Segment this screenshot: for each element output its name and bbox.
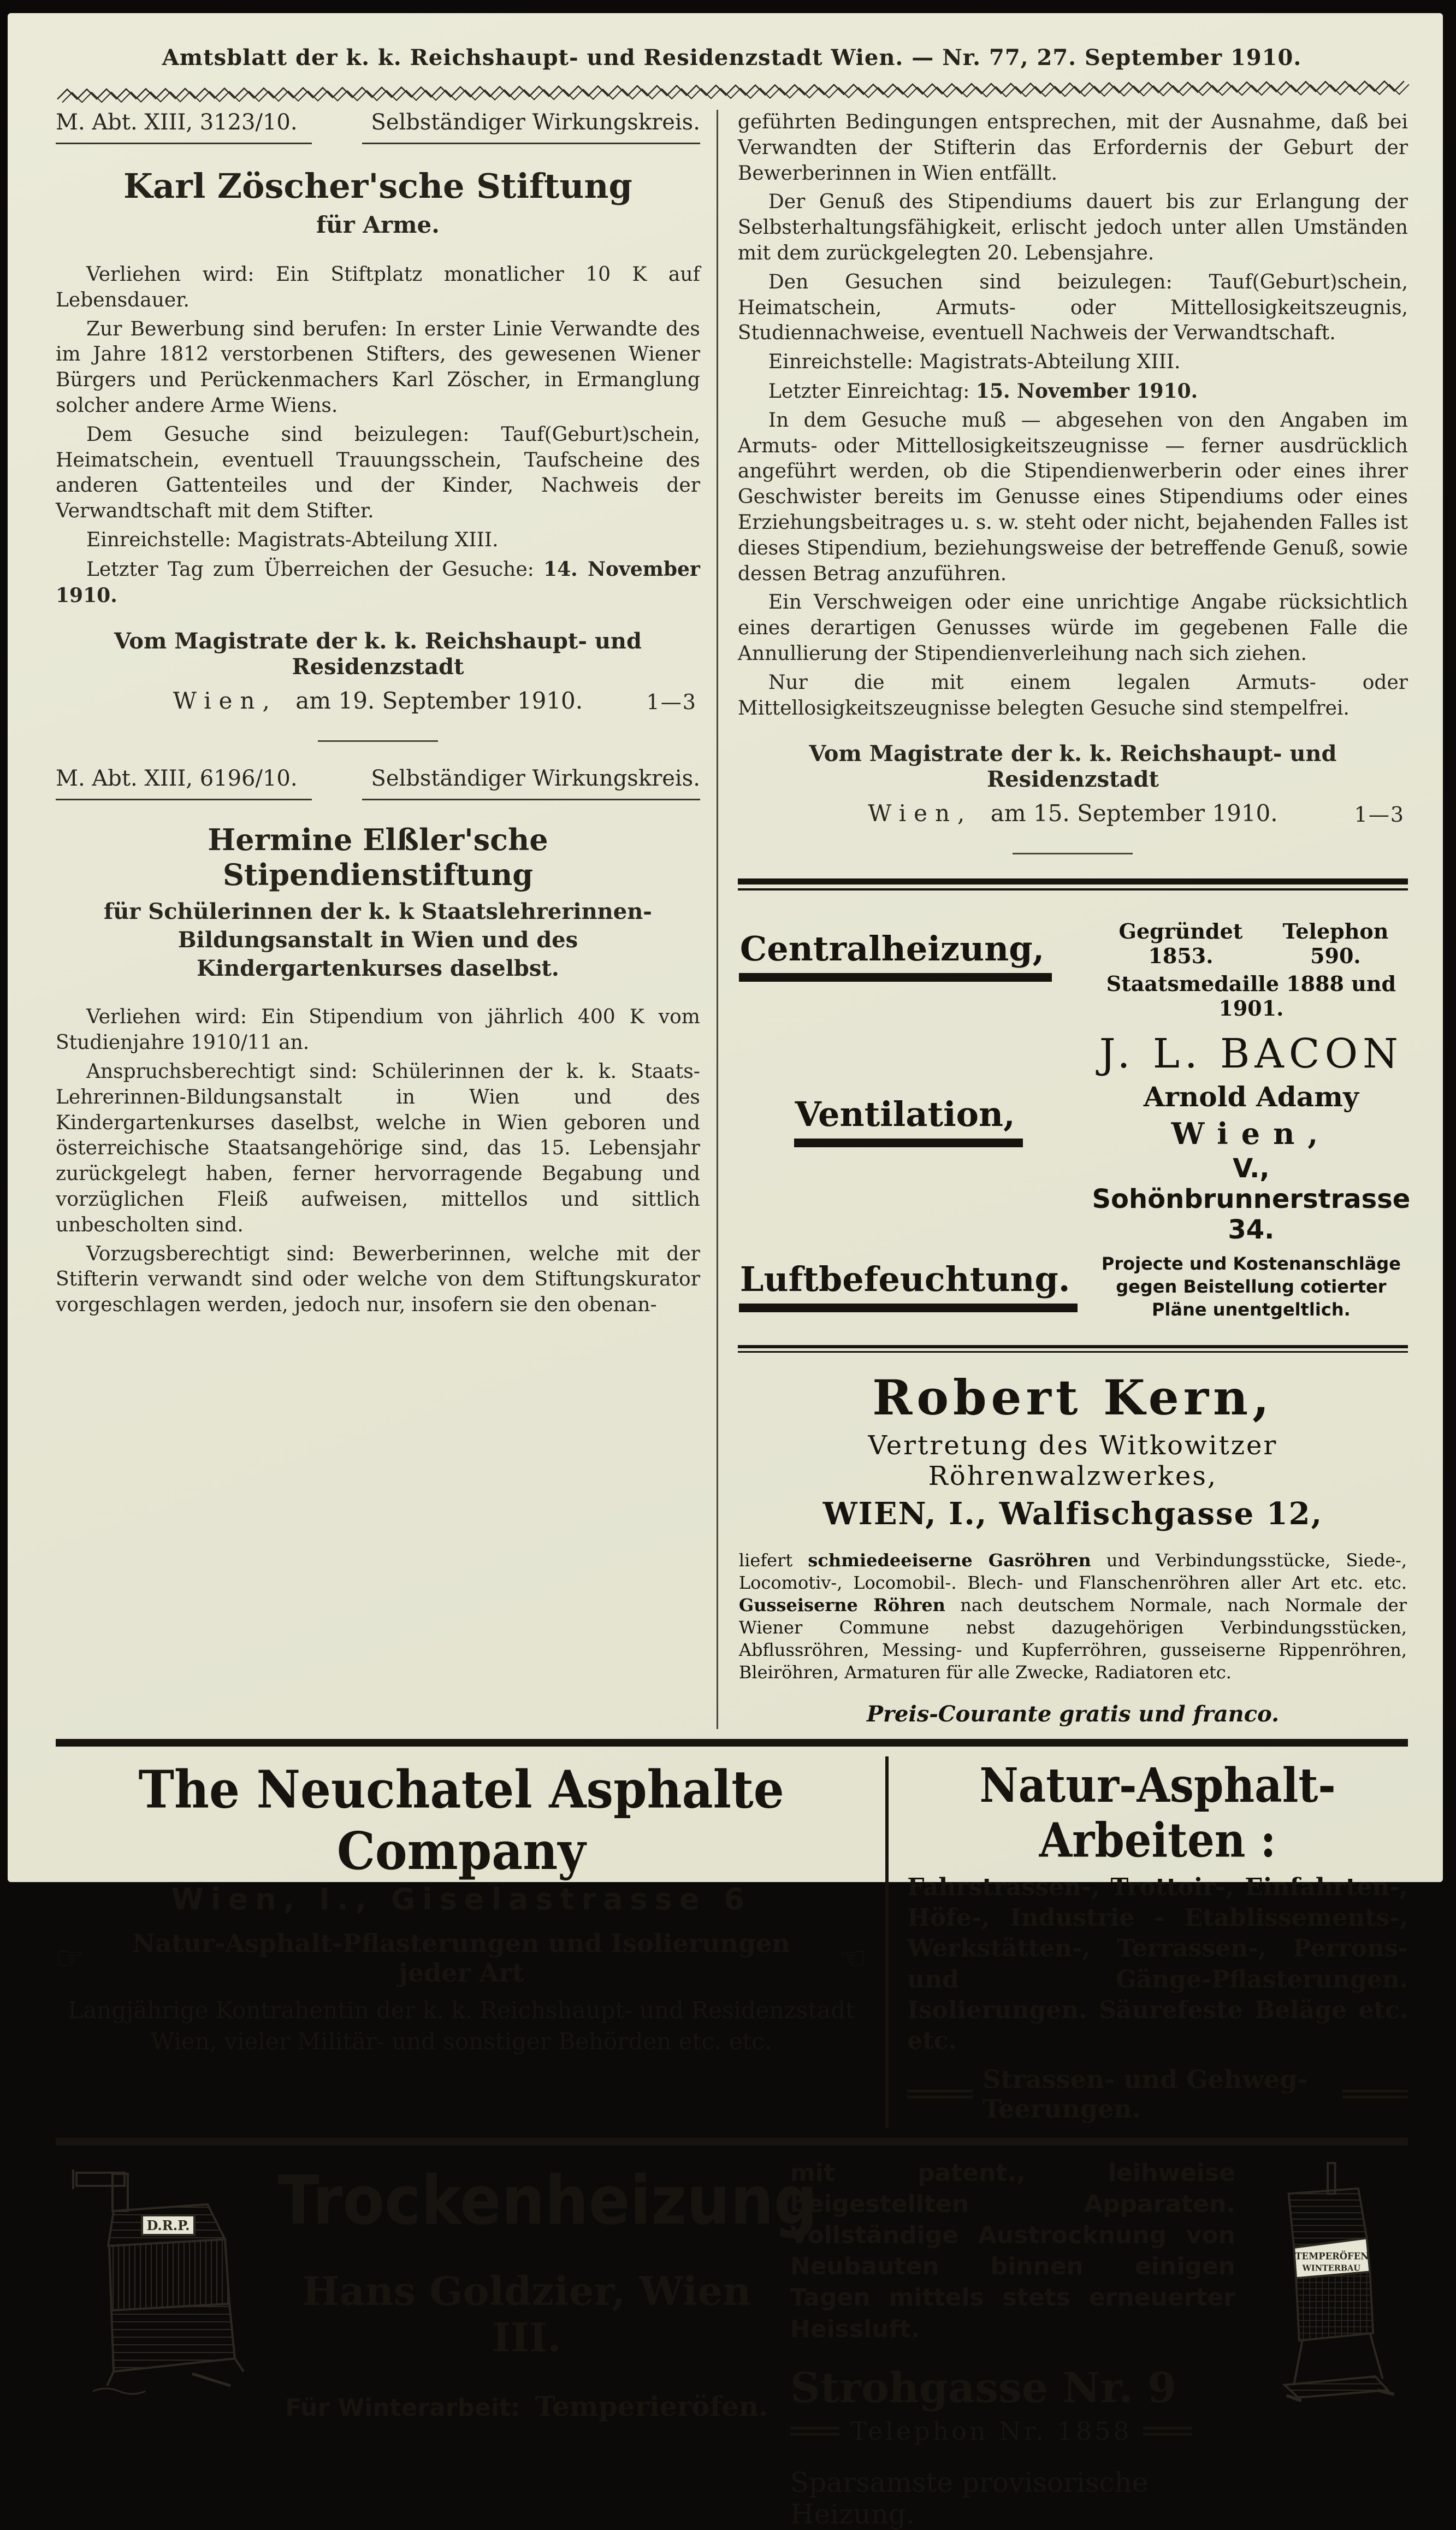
proprietor-name: Hans Goldzier, Wien III. xyxy=(302,2267,751,2361)
signature-city: Wien, xyxy=(868,800,973,827)
company-name: J. L. BACON xyxy=(1099,1030,1403,1078)
ad-headline: Trockenheizung xyxy=(277,2161,818,2240)
offer-note: Projecte und Kostenanschläge gegen Beistellung cotierter Pläne unentgeltlich. xyxy=(1101,1253,1401,1320)
body-segment: und Verbindungsstücke, Siede-, Locomotiv-, Locomobil-. Blech- und Flanschenröhren aller Art etc. etc. xyxy=(738,1550,1407,1594)
paragraph: Nur die mit einem legalen Armuts- oder Mittellosigkeitszeugnisse belegten Gesuche sind stempelfrei. xyxy=(737,671,1408,720)
section-hermine-elssler xyxy=(56,766,700,1318)
footer-text: Sparsamste provisorische Heizung. xyxy=(790,2466,1149,2530)
tagline-text: Natur-Asphalt-Pflasterungen und Isolierungen jeder Art xyxy=(132,1928,790,1988)
winter-value: Temperieröfen. xyxy=(535,2390,768,2422)
deadline-label: Letzter Einreichtag: xyxy=(768,380,970,403)
company-role: Vertretung des Witkowitzer Röhrenwalzwerkes, xyxy=(868,1430,1278,1492)
stove-plate-label-line2: WINTERBAU xyxy=(1302,2263,1361,2273)
ad-neuchatel xyxy=(56,1756,885,2128)
ad-headline: Natur-Asphalt-Arbeiten : xyxy=(979,1758,1336,1868)
ad-body-text: Langjährige Kontrahentin der k. k. Reichshaupt- und Residenzstadt Wien, vieler Militär- und sonstiger Behörden etc. etc. xyxy=(68,1996,855,2055)
winter-label: Für Winterarbeit: xyxy=(285,2393,520,2422)
paragraph: Verliehen wird: Ein Stipendium von jährlich 400 K vom Studienjahre 1910/11 an. xyxy=(56,1006,700,1054)
ad-top-rule xyxy=(738,878,1408,890)
paragraph: Verliehen wird: Ein Stiftplatz monatlicher 10 K auf Lebensdauer. xyxy=(56,263,700,311)
reference-row xyxy=(56,110,700,144)
main-columns xyxy=(56,110,1411,1729)
footer-row xyxy=(907,2065,1408,2124)
ad-bacon-founded-row xyxy=(1092,919,1410,968)
paragraph: In dem Gesuche muß — abgesehen von den Angaben im Armuts- oder Mittellosigkeitszeugnisse — ferner ausdrücklich angeführt werden, ob die Stipendienwerberin oder eines ihrer Geschwister bereits im Genusse eines Stipendiums oder eines Erziehungsbeitrages u. s. w. steht oder nicht, bejahenden Falles ist dieses Stipendium, beziehungsweise der betreffende Genuß, sowie dessen Betrag anzuführen. xyxy=(737,409,1408,585)
section-title: Karl Zöscher'sche Stiftung xyxy=(123,166,632,206)
company-name: The Neuchatel Asphalte Company xyxy=(138,1758,784,1882)
section-title: Hermine Elßler'sche Stipendienstiftung xyxy=(208,822,548,893)
left-column xyxy=(56,110,717,1729)
section-subtitle: für Schülerinnen der k. k Staatslehrerinnen-Bildungsanstalt in Wien und des Kindergartenkurses daselbst. xyxy=(104,899,652,982)
signature-date: am 19. September 1910. xyxy=(295,687,583,715)
right-column xyxy=(718,110,1411,1729)
deadline-label: Letzter Tag zum Überreichen der Gesuche: xyxy=(86,558,534,581)
stove-plate-label-line1: TEMPERÖFEN xyxy=(1295,2251,1369,2262)
paragraph: Einreichstelle: Magistrats-Abteilung XIII. xyxy=(86,528,499,551)
paragraph: Zur Bewerbung sind berufen: In erster Linie Verwandte des im Jahre 1812 verstorbenen Stifters, des gewesenen Wiener Bürgers und Perückenmachers Karl Zöscher, in Ermanglung solcher andere Arme Wiens. xyxy=(56,317,700,417)
company-city: Wien, xyxy=(1171,1116,1331,1152)
scope-label: Selbständiger Wirkungskreis. xyxy=(362,110,700,144)
furnace-plate-label: D.R.P. xyxy=(146,2217,190,2233)
bottom-ad-row-1 xyxy=(56,1756,1408,2128)
ad-trockenheizung-details xyxy=(790,2157,1235,2530)
pointing-hand-left-icon: ☜ xyxy=(838,1939,867,1977)
stove-engraving xyxy=(1250,2157,1408,2403)
telephone-number: Telephon Nr. 1858 xyxy=(850,2416,1132,2446)
ad-body-text: Fahrstrassen-, Trottoir-, Einfahrten-, Höfe-, Industrie - Etablissements-, Werkstätten-, Terrassen-, Perrons- und Gänge-Pflasterungen. Isolierungen. Säurefeste Beläge etc. etc. xyxy=(907,1873,1408,2055)
section-divider-rule xyxy=(318,740,438,742)
ad-trockenheizung-main xyxy=(277,2157,818,2422)
issue-marker: 1—3 xyxy=(646,690,697,715)
paragraph: Ein Verschweigen oder eine unrichtige Angabe rücksichtlich eines derartigen Genusses würde im gegebenen Falle die Annullierung der Stipendienverleihung nach sich ziehen. xyxy=(737,591,1408,665)
telephone-row xyxy=(790,2416,1235,2446)
scope-label: Selbständiger Wirkungskreis. xyxy=(362,766,700,800)
section-karl-zoescher xyxy=(56,110,700,714)
newspaper-page xyxy=(8,13,1443,2530)
telephone-number: Telephon 590. xyxy=(1282,919,1389,969)
file-reference: M. Abt. XIII, 3123/10. xyxy=(56,110,312,144)
paragraph: Der Genuß des Stipendiums dauert bis zur Erlangung der Selbsterhaltungsfähigkeit, erlischt jedoch unter allen Umständen mit dem zurückgelegten 20. Lebensjahre. xyxy=(737,191,1408,264)
deadline-line xyxy=(56,557,700,609)
owner-name: Arnold Adamy xyxy=(1143,1081,1359,1113)
deadline-date: 14. November 1910. xyxy=(56,557,700,607)
furnace-engraving xyxy=(56,2157,263,2398)
winter-line xyxy=(277,2390,776,2422)
ad-service-word: Luftbefeuchtung. xyxy=(739,1259,1078,1312)
ad-bacon xyxy=(738,905,1411,1332)
heavy-rule xyxy=(56,1739,1408,1747)
paragraph: Dem Gesuche sind beizulegen: Tauf(Geburt)schein, Heimatschein, eventuell Trauungsschein, Taufscheine des anderen Gattenteiles und der Kinder, Nachweis der Verwandtschaft mit dem Stifter. xyxy=(56,423,700,523)
ad-bacon-services xyxy=(739,919,1092,1321)
paragraph: Anspruchsberechtigt sind: Schülerinnen der k. k. Staats-Lehrerinnen-Bildungsanstalt in Wien und des Kindergartenkurses daselbst, welche in Wien geboren und österreichische Staatsangehörige sind, das 15. Lebensjahr zurückgelegt haben, ferner hervorragende Begabung und vorzüglichen Fleiß aufweisen, mittellos und sittlich unbescholten sind. xyxy=(56,1060,700,1236)
zigzag-rule-icon xyxy=(57,78,1406,106)
section-subtitle: für Arme. xyxy=(316,211,440,238)
section-divider-rule xyxy=(1013,853,1133,854)
bottom-ad-row-2 xyxy=(56,2155,1408,2530)
ad-body-text xyxy=(739,1549,1407,1684)
company-street: V., Sohönbrunnerstrasse 34. xyxy=(1092,1153,1411,1246)
signature-block xyxy=(56,628,700,714)
signature-date-line xyxy=(738,800,1408,827)
ad-body-text: mit patent., leihweise beigestellten Apparaten. Vollständige Austrocknung von Neubauten binnen einigen Tagen mittels stets erneuerter Heissluft. xyxy=(790,2159,1235,2343)
deadline-date: 15. November 1910. xyxy=(975,379,1198,403)
body-segment-bold: schmiedeeiserne Gasröhren xyxy=(808,1550,1091,1571)
signature-city: Wien, xyxy=(173,687,277,715)
signature-block xyxy=(738,741,1408,827)
ad-service-word: Ventilation, xyxy=(794,1094,1023,1147)
double-bar-icon xyxy=(1143,2427,1192,2435)
heavy-rule xyxy=(56,2138,1408,2145)
paragraph: Den Gesuchen sind beizulegen: Tauf(Geburt)schein, Heimatschein, Armuts- oder Mittellosigkeitszeugnis, Studiennachweise, eventuell Nachweis der Verwandtschaft. xyxy=(737,270,1408,345)
reference-row xyxy=(56,766,700,800)
signature-authority: Vom Magistrate der k. k. Reichshaupt- und Residenzstadt xyxy=(809,741,1337,793)
ad-natur-asphalt xyxy=(889,1756,1408,2128)
ad-service-word: Centralheizung, xyxy=(739,929,1052,982)
company-address: Strohgasse Nr. 9 xyxy=(790,2363,1176,2412)
file-reference: M. Abt. XIII, 6196/10. xyxy=(56,766,312,800)
double-bar-icon xyxy=(790,2427,839,2435)
double-bar-icon xyxy=(1342,2090,1408,2098)
pointing-hand-right-icon: ☞ xyxy=(56,1939,84,1977)
ad-divider-rule xyxy=(738,1345,1408,1353)
signature-date-line xyxy=(56,687,700,714)
medal-note: Staatsmedaille 1888 und 1901. xyxy=(1106,971,1396,1021)
issue-marker: 1—3 xyxy=(1354,803,1405,827)
double-bar-icon xyxy=(907,2090,973,2098)
paragraph: Vorzugsberechtigt sind: Bewerberinnen, welche mit der Stifterin verwandt sind oder welche von dem Stiftungskurator vorgeschlagen werden, jedoch nur, insofern sie den obenan- xyxy=(56,1242,700,1317)
paragraph: Einreichstelle: Magistrats-Abteilung XIII. xyxy=(768,351,1181,374)
signature-authority: Vom Magistrate der k. k. Reichshaupt- und Residenzstadt xyxy=(114,628,642,680)
body-segment: nach deutschem Normale, nach Normale der Wiener Commune nebst dazugehörigen Verbindungsstücken, Abflussröhren, Messing- und Kupferröhren, gusseiserne Rippenröhren, Bleiröhren, Armaturen für alle Zwecke, Radiatoren etc. xyxy=(738,1595,1407,1683)
price-list-note: Preis-Courante gratis und franco. xyxy=(866,1701,1280,1727)
tagline-row xyxy=(56,1929,867,1988)
company-address: Wien, I., Giselastrasse 6 xyxy=(171,1882,751,1916)
ad-bacon-info xyxy=(1092,919,1410,1321)
founded-year: Gegründet 1853. xyxy=(1118,919,1243,969)
body-segment-bold: Gusseiserne Röhren xyxy=(738,1595,945,1616)
body-segment: liefert xyxy=(738,1550,808,1571)
deadline-line xyxy=(738,379,1408,405)
footer-text: Strassen- und Gehweg-Teerungen. xyxy=(982,2064,1308,2124)
company-name: Robert Kern, xyxy=(872,1369,1274,1426)
ad-kern xyxy=(738,1366,1408,1729)
paragraph: geführten Bedingungen entsprechen, mit der Ausnahme, daß bei Verwandten der Stifterin das Erfordernis der Geburt der Bewerberinnen in Wien entfällt. xyxy=(737,111,1408,185)
signature-date: am 15. September 1910. xyxy=(990,800,1278,827)
company-address: WIEN, I., Walfischgasse 12, xyxy=(822,1496,1323,1532)
masthead: Amtsblatt der k. k. Reichshaupt- und Residenzstadt Wien. — Nr. 77, 27. September 1910. xyxy=(162,45,1302,70)
